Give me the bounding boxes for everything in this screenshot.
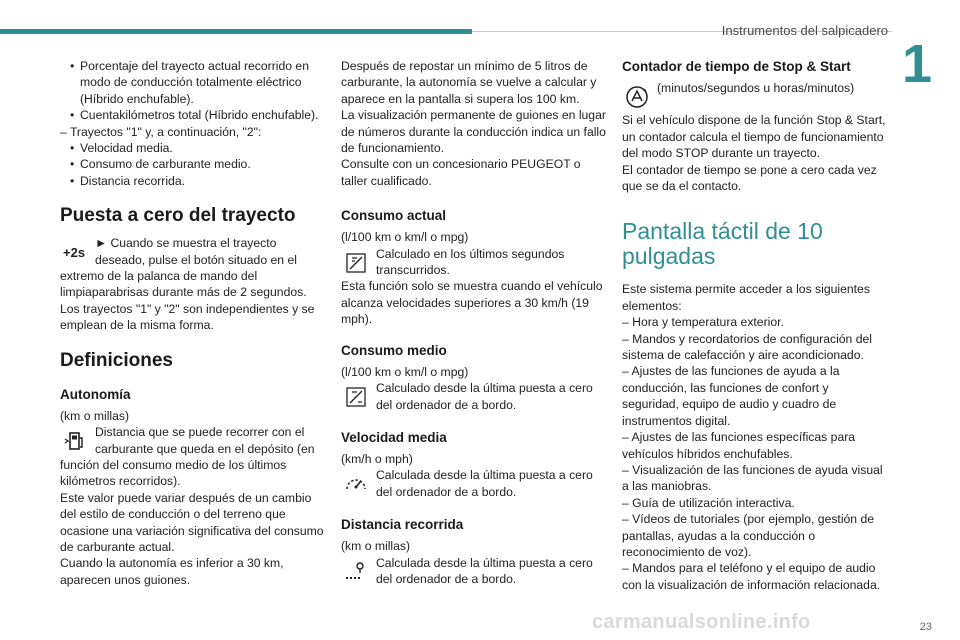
- stop-start-title: Contador de tiempo de Stop & Start: [622, 59, 851, 74]
- autonomy-text-3: Cuando la autonomía es inferior a 30 km, aparecen unos guiones.: [60, 556, 284, 587]
- watermark: carmanualsonline.info: [592, 611, 811, 633]
- stop-start-text: Si el vehículo dispone de la función Stop & Start, un contador calcula el tiempo de funcionamiento del modo STOP durante un trayecto.: [622, 113, 886, 161]
- stop-start-icon: [622, 82, 652, 112]
- reset-text: ► Cuando se muestra el trayecto deseado, pulse el botón situado en el extremo de la palanca de mando del limpiaparabrisas durante más de 2 segundos.: [60, 236, 307, 300]
- definitions-title: Definiciones: [60, 349, 173, 371]
- distance-pin-icon: [341, 557, 371, 587]
- list-item: – Mandos y recordatorios de configuración del sistema de calefacción y aire acondicionado.: [622, 331, 872, 363]
- current-consumption-text-2: Esta función solo se muestra cuando el vehículo alcanza velocidades superiores a 30 km/h (19 mph).: [341, 279, 603, 327]
- svg-text:+2s: +2s: [63, 245, 86, 261]
- list-item: [60, 156, 325, 172]
- current-consumption-text: Calculado en los últimos segundos transcurridos.: [376, 246, 565, 278]
- speedometer-icon: [341, 469, 371, 499]
- page-number: 23: [919, 621, 932, 633]
- refuel-text: Después de repostar un mínimo de 5 litros de carburante, la autonomía se vuelve a calcular y aparece en la pantalla si supera los 100 km.: [341, 59, 597, 106]
- list-item: – Hora y temperatura exterior.: [622, 315, 784, 330]
- chapter-number: 1: [901, 34, 932, 94]
- list-item-text: Porcentaje del trayecto actual recorrido en modo de conducción totalmente eléctrico (Híbrido enchufable).: [80, 59, 309, 106]
- distance-unit: (km o millas): [341, 539, 411, 554]
- bullet: •: [70, 173, 75, 188]
- trips-line: – Trayectos "1" y, a continuación, "2":: [60, 124, 262, 139]
- column-middle: [341, 58, 607, 587]
- list-item: – Vídeos de tutoriales (por ejemplo, gestión de pantallas, ayudas a la conducción o reconocimiento de voz).: [622, 512, 875, 559]
- list-item: – Mandos para el teléfono y el equipo de audio con la visualización de información relacionada.: [622, 561, 881, 592]
- list-item-text: Cuentakilómetros total (Híbrido enchufable).: [80, 108, 319, 123]
- list-item-text: Distancia recorrida.: [80, 173, 185, 188]
- bullet: •: [70, 157, 75, 172]
- header-accent-bar: [0, 29, 472, 34]
- touchscreen-intro: Este sistema permite acceder a los siguientes elementos:: [622, 282, 870, 313]
- list-item: [60, 140, 325, 156]
- touchscreen-title: Pantalla táctil de 10 pulgadas: [622, 218, 823, 270]
- distance-title: Distancia recorrida: [341, 517, 464, 533]
- reset-text-2: Los trayectos "1" y "2" son independientes y se emplean de la misma forma.: [60, 301, 315, 333]
- list-item: – Visualización de las funciones de ayuda visual a las maniobras.: [622, 462, 883, 494]
- avg-consumption-text: Calculado desde la última puesta a cero del ordenador de a bordo.: [376, 381, 593, 412]
- avg-consumption-unit: (l/100 km o km/l o mpg): [341, 364, 469, 379]
- list-item: [60, 58, 325, 107]
- fuel-gauge-icon: [341, 248, 371, 278]
- avg-speed-title: Velocidad media: [341, 429, 447, 445]
- bullet: •: [70, 108, 75, 123]
- dealer-text: Consulte con un concesionario PEUGEOT o taller cualificado.: [341, 157, 581, 188]
- list-item-text: Consumo de carburante medio.: [80, 157, 251, 172]
- list-item: [60, 173, 325, 189]
- plus-2s-icon: [60, 237, 90, 267]
- avg-consumption-title: Consumo medio: [341, 342, 447, 358]
- section-title: Instrumentos del salpicadero: [721, 23, 888, 38]
- bullet: •: [70, 59, 75, 73]
- stop-start-text-2: El contador de tiempo se pone a cero cada vez que se da el contacto.: [622, 162, 877, 194]
- autonomy-text: Distancia que se puede recorrer con el carburante que queda en el depósito (en función del consumo medio de los últimos kilómetros recorridos).: [60, 425, 315, 489]
- fuel-pump-icon: [60, 426, 90, 456]
- avg-speed-unit: (km/h o mph): [341, 451, 413, 466]
- fuel-average-icon: [341, 382, 371, 412]
- current-consumption-title: Consumo actual: [341, 208, 447, 224]
- list-item: [60, 107, 325, 123]
- current-consumption-unit: (l/100 km o km/l o mpg): [341, 230, 469, 245]
- stop-start-unit: (minutos/segundos u horas/minutos): [657, 81, 855, 95]
- bullet: •: [70, 141, 75, 156]
- autonomy-title: Autonomía: [60, 386, 131, 402]
- list-item: – Ajustes de las funciones específicas para vehículos híbridos enchufables.: [622, 430, 856, 461]
- column-left: [60, 58, 325, 588]
- reset-title: Puesta a cero del trayecto: [60, 205, 296, 227]
- dashes-text: La visualización permanente de guiones en lugar de números durante la conducción indica un fallo de funcionamiento.: [341, 108, 606, 156]
- list-item-text: Velocidad media.: [80, 141, 173, 156]
- distance-text: Calculada desde la última puesta a cero del ordenador de a bordo.: [376, 555, 593, 586]
- autonomy-unit: (km o millas): [60, 408, 130, 423]
- avg-speed-text: Calculada desde la última puesta a cero del ordenador de a bordo.: [376, 468, 593, 499]
- autonomy-text-2: Este valor puede variar después de un cambio del estilo de conducción o del terreno que ocasione una variación significativa del consumo de carburante actual.: [60, 490, 324, 554]
- list-item: – Guía de utilización interactiva.: [622, 495, 795, 510]
- column-right: [622, 58, 888, 593]
- list-item: – Ajustes de las funciones de ayuda a la conducción, las funciones de confort y seguridad, equipo de audio y cuadro de instrumentos digital.: [622, 364, 840, 428]
